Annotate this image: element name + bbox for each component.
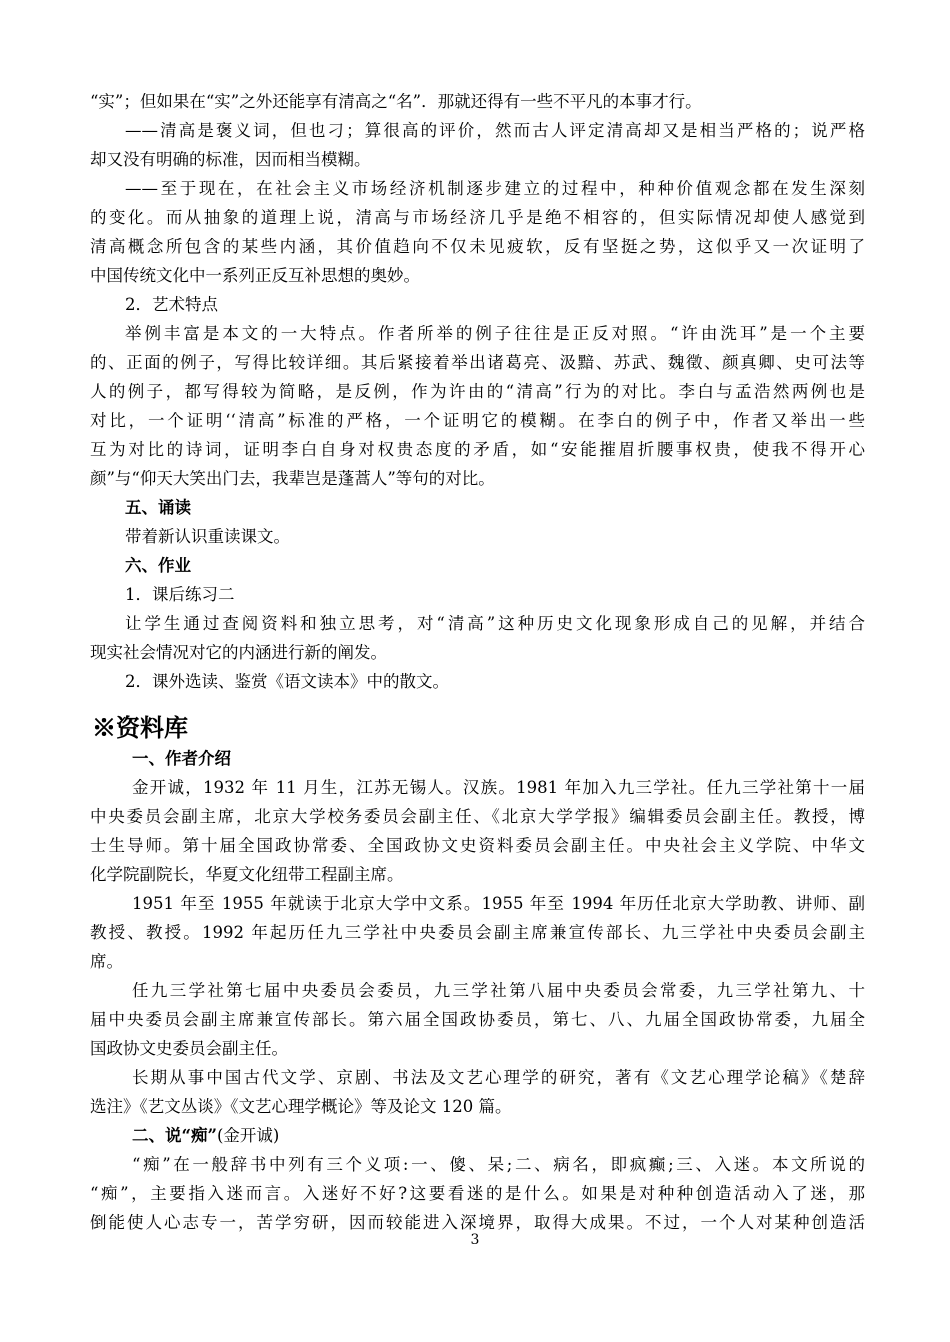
text-line: 倒能使人心志专一，苦学穷研，因而较能进入深境界，取得大成果。不过，一个人对某种创造活 [90,1213,865,1232]
text-line: 教授、教授。1992 年起历任九三学社中央委员会副主席兼宣传部长、九三学社中央委员会副主 [90,923,865,942]
text-line: 届中央委员会副主席兼宣传部长。第六届全国政协委员，第七、八、九届全国政协常委，九届全 [90,1010,865,1029]
text-line: 中央委员会副主席，北京大学校务委员会副主任、《北京大学学报》编辑委员会副主任。教授，博 [90,807,865,826]
text-line: 的、正面的例子，写得比较详细。其后紧接着举出诸葛亮、汲黯、苏武、魏徵、颜真卿、史可法等 [90,353,865,372]
text-line: ——至于现在，在社会主义市场经济机制逐步建立的过程中，种种价值观念都在发生深刻 [125,179,865,198]
text-line: 1951 年至 1955 年就读于北京大学中文系。1955 年至 1994 年历任北京大学助教、讲师、副 [132,894,865,913]
text-line: “实”；但如果在“实”之外还能享有清高之“名”．那就还得有一些不平凡的本事才行。 [90,92,702,111]
section-heading [132,1123,865,1149]
text-line: “痴”在一般辞书中列有三个义项:一、傻、呆;二、病名，即疯癫;三、入迷。本文所说的 [132,1155,865,1174]
text-line: 1．课后练习二 [125,585,235,604]
text-line: 士生导师。第十届全国政协常委、全国政协文史资料委员会副主任。中央社会主义学院、中华文 [90,836,865,855]
heading-author: (金开诚) [216,1126,280,1145]
text-line: ——清高是褒义词，但也刁；算很高的评价，然而古人评定清高却又是相当严格的；说严格 [125,121,865,140]
section-heading: 一、作者介绍 [132,749,231,768]
section-heading: 2．艺术特点 [125,295,218,314]
text-line: 选注》《艺文丛谈》《文艺心理学概论》等及论文 120 篇。 [90,1097,512,1116]
text-line: 清高概念所包含的某些内涵，其价值趋向不仅未见疲软，反有坚挺之势，这似乎又一次证明了 [90,237,865,256]
section-heading: 六、作业 [125,556,191,575]
text-line: 的变化。而从抽象的道理上说，清高与市场经济几乎是绝不相容的，但实际情况却使人感觉到 [90,208,865,227]
text-line: 带着新认识重读课文。 [125,527,290,546]
text-line: 长期从事中国古代文学、京剧、书法及文艺心理学的研究，著有《文艺心理学论稿》《楚辞 [132,1068,865,1087]
text-line: 对比，一个证明‘‘清高”标准的严格，一个证明它的模糊。在李白的例子中，作者又举出一些 [90,411,865,430]
text-line: 让学生通过查阅资料和独立思考，对“清高”这种历史文化现象形成自己的见解，并结合 [125,614,865,633]
text-line: 现实社会情况对它的内涵进行新的阐发。 [90,643,387,662]
text-line: 中国传统文化中一系列正反互补思想的奥妙。 [90,266,420,285]
text-line: 任九三学社第七届中央委员会委员，九三学社第八届中央委员会常委，九三学社第九、十 [132,981,865,1000]
heading-title: 二、说“痴” [132,1126,217,1145]
page-number: 3 [470,1232,480,1248]
text-line: 人的例子，都写得较为简略，是反例，作为许由的“清高”行为的对比。李白与孟浩然两例也是 [90,382,865,401]
section-title: ※资料库 [92,713,188,742]
text-line: “痴”，主要指入迷而言。入迷好不好?这要看迷的是什么。如果是对种种创造活动入了迷，那 [90,1184,865,1203]
text-line: 互为对比的诗词，证明李白自身对权贵态度的矛盾，如“安能摧眉折腰事权贵，使我不得开心 [90,440,865,459]
section-heading: 五、诵读 [125,498,191,517]
text-line: 举例丰富是本文的一大特点。作者所举的例子往往是正反对照。“许由洗耳”是一个主要 [125,324,865,343]
text-line: 化学院副院长，华夏文化纽带工程副主席。 [90,865,404,884]
text-line: 国政协文史委员会副主任。 [90,1039,288,1058]
text-line: 席。 [90,952,123,971]
text-line: 金开诚，1932 年 11 月生，江苏无锡人。汉族。1981 年加入九三学社。任九三学社第十一届 [132,778,865,797]
text-line: 却又没有明确的标准，因而相当模糊。 [90,150,371,169]
text-line: 2．课外选读、鉴赏《语文读本》中的散文。 [125,672,449,691]
text-line: 颜”与“仰天大笑出门去，我辈岂是蓬蒿人”等句的对比。 [90,469,495,488]
